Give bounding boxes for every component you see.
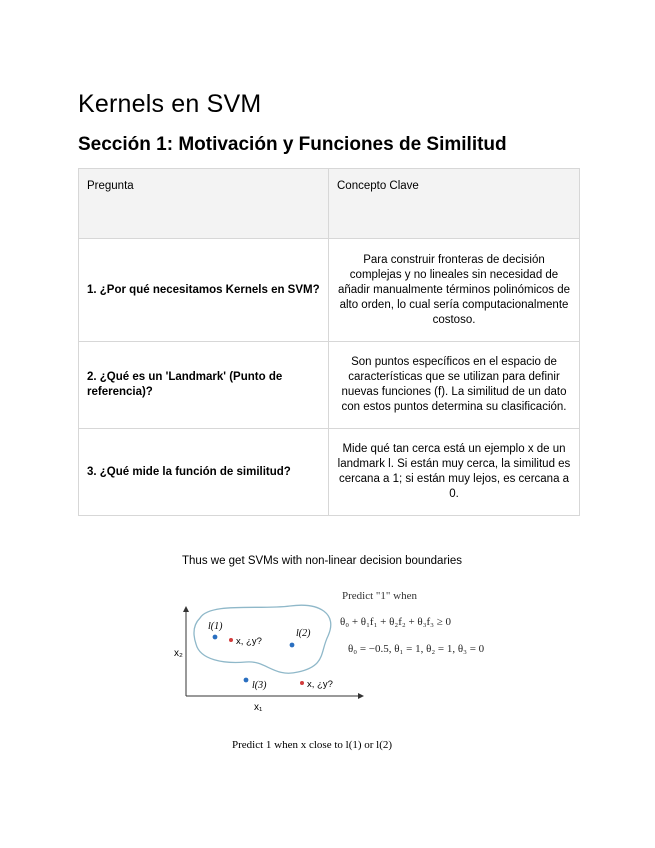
query-point-1-label: x, ¿y? (236, 636, 262, 647)
landmark-2-dot (290, 643, 295, 648)
equation-1: θ₀ + θ₁f₁ + θ₂f₂ + θ₃f₃ ≥ 0 (340, 616, 452, 628)
table-row (79, 342, 580, 429)
figure-heading: Thus we get SVMs with non-linear decision boundaries (182, 555, 462, 567)
axis-label-x: x₁ (254, 702, 263, 713)
axis-label-y: x₂ (174, 648, 183, 659)
answer-cell: Son puntos específicos en el espacio de características que se utilizan para definir nuevas funciones (f). La similitud de un dato con estos puntos determina su clasificación. (329, 342, 580, 429)
landmark-3-dot (244, 678, 249, 683)
document-title: Kernels en SVM (78, 90, 262, 118)
header-concept: Concepto Clave (329, 169, 580, 239)
predict-label: Predict "1" when (342, 590, 417, 602)
concept-table (78, 168, 580, 516)
svm-figure (170, 548, 510, 758)
table-row (79, 239, 580, 342)
landmark-2-label: l(2) (296, 628, 311, 639)
query-point-2-dot (300, 681, 304, 685)
header-question: Pregunta (79, 169, 329, 239)
question-cell: 1. ¿Por qué necesitamos Kernels en SVM? (79, 239, 329, 342)
query-point-1-dot (229, 638, 233, 642)
landmark-3-label: l(3) (252, 680, 267, 691)
equation-2: θ₀ = −0.5, θ₁ = 1, θ₂ = 1, θ₃ = 0 (348, 643, 485, 655)
question-cell: 2. ¿Qué es un 'Landmark' (Punto de referencia)? (79, 342, 329, 429)
section-title: Sección 1: Motivación y Funciones de Similitud (78, 134, 507, 155)
table-header-row (79, 169, 580, 239)
answer-cell: Para construir fronteras de decisión complejas y no lineales sin necesidad de añadir manualmente términos polinómicos de alto orden, lo cual sería computacionalmente costoso. (329, 239, 580, 342)
figure-caption: Predict 1 when x close to l(1) or l(2) (232, 739, 393, 751)
landmark-1-label: l(1) (208, 621, 223, 632)
svm-diagram (170, 548, 510, 758)
table-row (79, 429, 580, 516)
question-cell: 3. ¿Qué mide la función de similitud? (79, 429, 329, 516)
answer-cell: Mide qué tan cerca está un ejemplo x de un landmark l. Si están muy cerca, la similitud es cercana a 1; si están muy lejos, es cercana a 0. (329, 429, 580, 516)
plot-axes (183, 606, 364, 699)
landmark-1-dot (213, 635, 218, 640)
query-point-2-label: x, ¿y? (307, 679, 333, 690)
